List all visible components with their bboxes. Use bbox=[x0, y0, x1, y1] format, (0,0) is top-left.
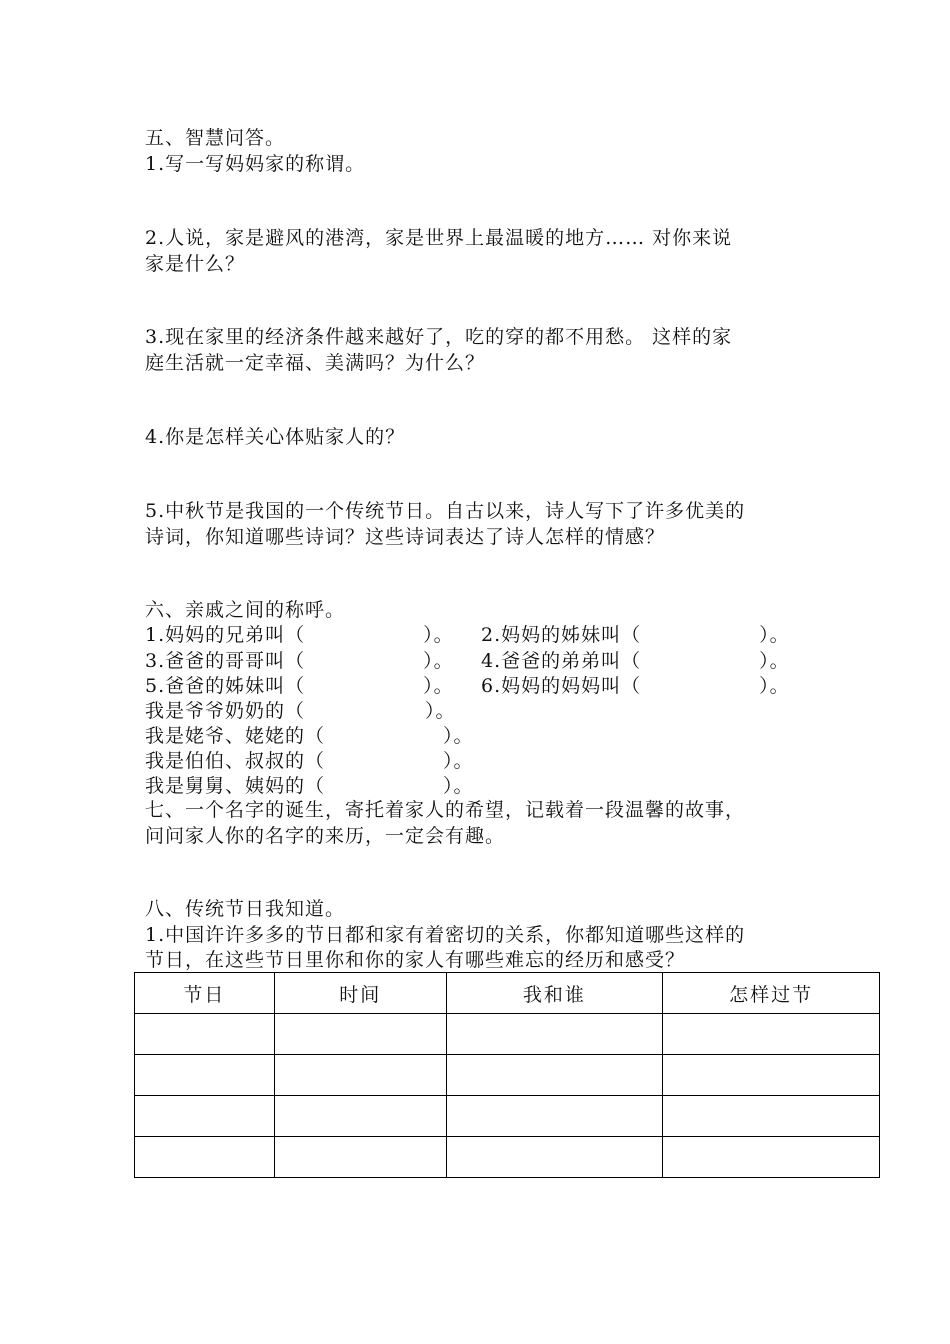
table-cell[interactable] bbox=[274, 1014, 446, 1055]
table-cell[interactable] bbox=[135, 1137, 275, 1178]
section8-title: 八、传统节日我知道。 bbox=[145, 898, 346, 920]
question-2-line2: 家是什么？ bbox=[145, 253, 246, 275]
table-cell[interactable] bbox=[274, 1055, 446, 1096]
header-how-celebrate: 怎样过节 bbox=[663, 973, 880, 1014]
table-cell[interactable] bbox=[663, 1055, 880, 1096]
section8-question-line2: 节日，在这些节日里你和你的家人有哪些难忘的经历和感受？ bbox=[145, 949, 686, 971]
relation-item-2: 2.妈妈的姊妹叫（ ）。 bbox=[481, 624, 790, 646]
question-1: 1.写一写妈妈家的称谓。 bbox=[145, 153, 366, 175]
header-festival: 节日 bbox=[135, 973, 275, 1014]
relation-item-6: 6.妈妈的妈妈叫（ ）。 bbox=[481, 675, 790, 697]
self-relation-1: 我是爷爷奶奶的（ ）。 bbox=[145, 700, 456, 722]
question-5-line2: 诗词，你知道哪些诗词？这些诗词表达了诗人怎样的情感？ bbox=[145, 526, 666, 548]
section8-question-line1: 1.中国许许多多的节日都和家有着密切的关系，你都知道哪些这样的 bbox=[145, 924, 746, 946]
question-3-line1: 3.现在家里的经济条件越来越好了，吃的穿的都不用愁。 这样的家 bbox=[145, 326, 733, 348]
section7-line1: 七、一个名字的诞生，寄托着家人的希望，记载着一段温馨的故事， bbox=[145, 799, 746, 821]
question-3-line2: 庭生活就一定幸福、美满吗？为什么？ bbox=[145, 352, 486, 374]
header-time: 时间 bbox=[274, 973, 446, 1014]
table-cell[interactable] bbox=[446, 1096, 663, 1137]
relation-item-5: 5.爸爸的姊妹叫（ ）。 bbox=[145, 675, 454, 697]
table-header-row bbox=[135, 973, 880, 1014]
table-row bbox=[135, 1096, 880, 1137]
section5-title: 五、智慧问答。 bbox=[145, 127, 286, 149]
question-5-line1: 5.中秋节是我国的一个传统节日。自古以来，诗人写下了许多优美的 bbox=[145, 500, 746, 522]
table-cell[interactable] bbox=[663, 1096, 880, 1137]
table-cell[interactable] bbox=[663, 1137, 880, 1178]
question-4: 4.你是怎样关心体贴家人的？ bbox=[145, 426, 406, 448]
header-with-whom: 我和谁 bbox=[446, 973, 663, 1014]
festival-table bbox=[134, 972, 880, 1178]
table-cell[interactable] bbox=[135, 1096, 275, 1137]
table-cell[interactable] bbox=[135, 1014, 275, 1055]
table-cell[interactable] bbox=[274, 1137, 446, 1178]
relation-item-4: 4.爸爸的弟弟叫（ ）。 bbox=[481, 650, 790, 672]
table-cell[interactable] bbox=[274, 1096, 446, 1137]
section7-line2: 问问家人你的名字的来历，一定会有趣。 bbox=[145, 825, 506, 847]
table-cell[interactable] bbox=[446, 1055, 663, 1096]
question-2-line1: 2.人说，家是避风的港湾，家是世界上最温暖的地方…… 对你来说 bbox=[145, 227, 733, 249]
table-cell[interactable] bbox=[663, 1014, 880, 1055]
table-row bbox=[135, 1014, 880, 1055]
table-cell[interactable] bbox=[135, 1055, 275, 1096]
self-relation-4: 我是舅舅、姨妈的（ ）。 bbox=[145, 775, 474, 797]
self-relation-3: 我是伯伯、叔叔的（ ）。 bbox=[145, 750, 474, 772]
relation-item-1: 1.妈妈的兄弟叫（ ）。 bbox=[145, 624, 454, 646]
table-cell[interactable] bbox=[446, 1137, 663, 1178]
table-row bbox=[135, 1055, 880, 1096]
section6-title: 六、亲戚之间的称呼。 bbox=[145, 599, 346, 621]
table-row bbox=[135, 1137, 880, 1178]
self-relation-2: 我是姥爷、姥姥的（ ）。 bbox=[145, 725, 474, 747]
table-cell[interactable] bbox=[446, 1014, 663, 1055]
relation-item-3: 3.爸爸的哥哥叫（ ）。 bbox=[145, 650, 454, 672]
